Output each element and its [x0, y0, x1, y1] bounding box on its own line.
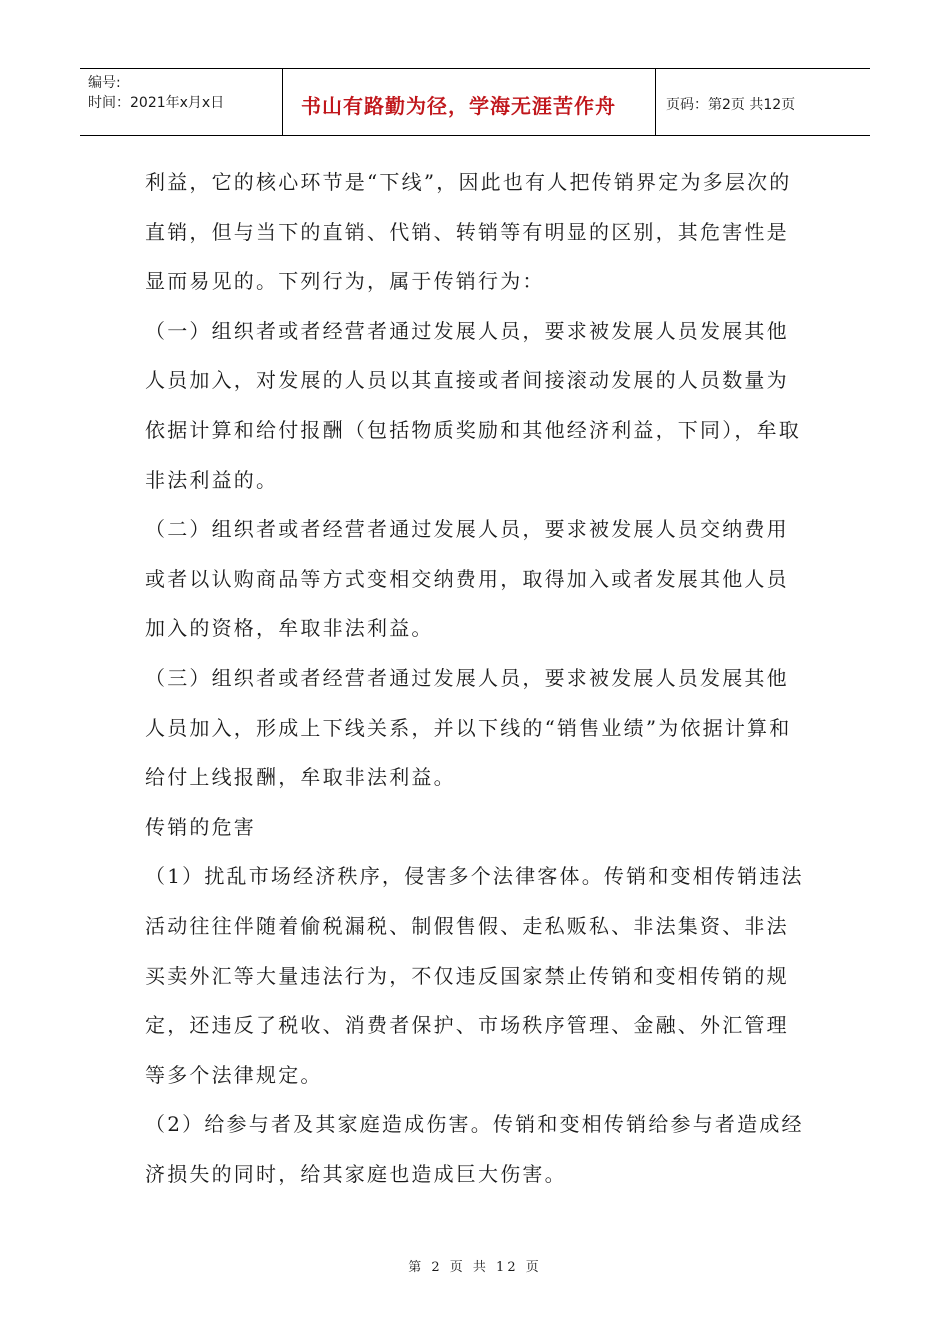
paragraph-item-2: （二）组织者或者经营者通过发展人员，要求被发展人员交纳费用或者以认购商品等方式变相交纳费用，取得加入或者发展其他人员加入的资格，牟取非法利益。 [145, 517, 789, 641]
header-motto [283, 69, 656, 135]
section-heading: 传销的危害 [145, 814, 256, 839]
paragraph-item-1: （一）组织者或者经营者通过发展人员，要求被发展人员发展其他人员加入，对发展的人员以其直接或者间接滚动发展的人员数量为依据计算和给付报酬（包括物质奖励和其他经济利益，下同），牟取非法利益的。 [145, 318, 801, 492]
page-footer [0, 1256, 950, 1275]
document-date: 时间：2021年x月x日 [88, 95, 225, 111]
paragraph-harm-1: （1）扰乱市场经济秩序，侵害多个法律客体。传销和变相传销违法活动往往伴随着偷税漏税、制假售假、走私贩私、非法集资、非法买卖外汇等大量违法行为，不仅违反国家禁止传销和变相传销的规定，还违反了税收、消费者保护、市场秩序管理、金融、外汇管理等多个法律规定。 [145, 864, 804, 1087]
motto-text: 书山有路勤为径，学海无涯苦作舟 [301, 93, 616, 118]
header-meta [80, 69, 283, 135]
document-body [145, 158, 805, 1199]
footer-page-number: 第 2 页 共 12 页 [408, 1260, 542, 1275]
page-header [80, 68, 870, 136]
header-page-info [656, 69, 870, 135]
document-number-label: 编号: [88, 75, 121, 91]
paragraph-harm-2: （2）给参与者及其家庭造成伤害。传销和变相传销给参与者造成经济损失的同时，给其家庭也造成巨大伤害。 [145, 1112, 804, 1186]
paragraph-item-3: （三）组织者或者经营者通过发展人员，要求被发展人员发展其他人员加入，形成上下线关系，并以下线的“销售业绩”为依据计算和给付上线报酬，牟取非法利益。 [145, 665, 792, 790]
page-info-text: 页码：第2页 共12页 [666, 97, 796, 113]
paragraph-intro: 利益，它的核心环节是“下线”，因此也有人把传销界定为多层次的直销，但与当下的直销、代销、转销等有明显的区别，其危害性是显而易见的。下列行为，属于传销行为： [145, 170, 792, 294]
